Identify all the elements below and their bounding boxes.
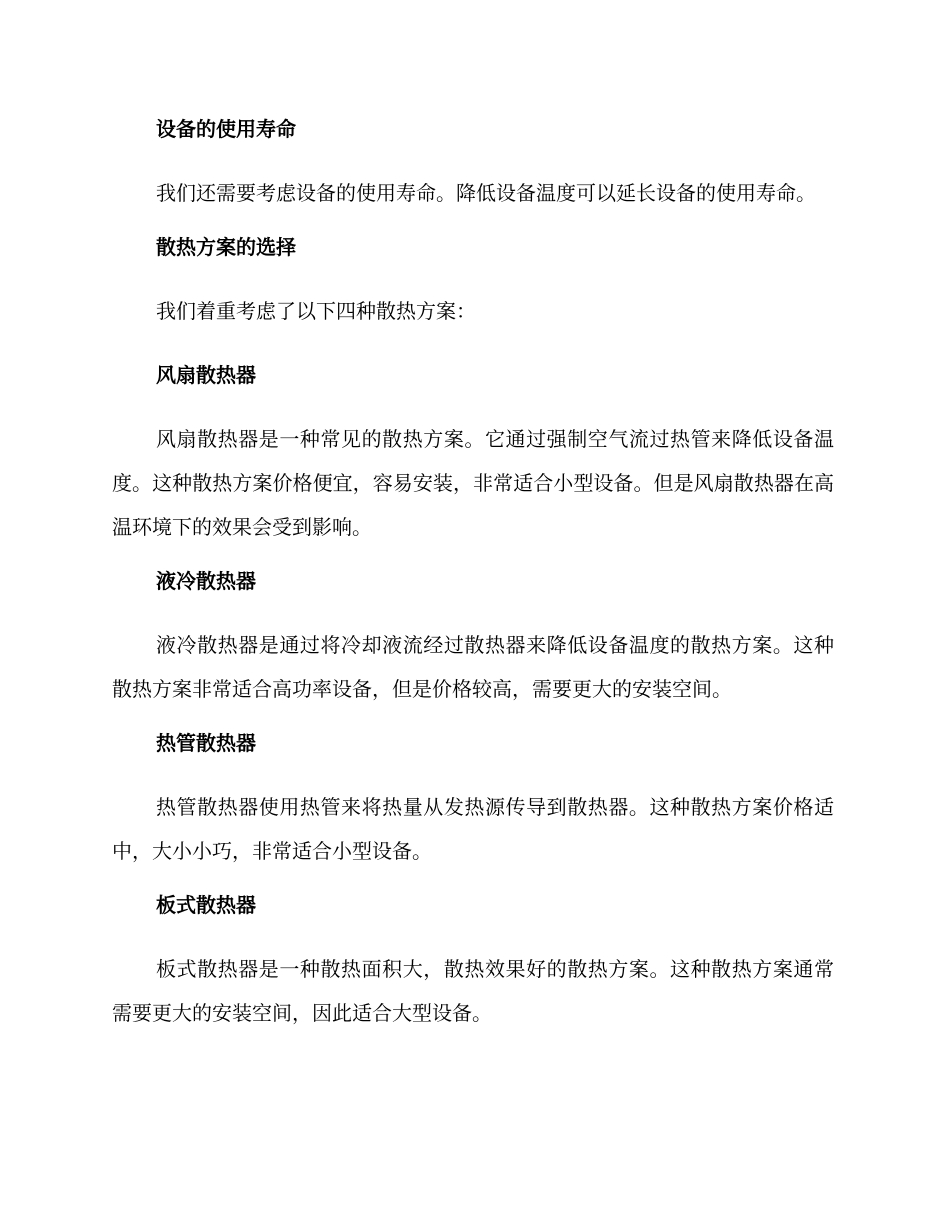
document-page (112, 112, 834, 1050)
section-paragraph: 我们还需要考虑设备的使用寿命。降低设备温度可以延长设备的使用寿命。 (156, 181, 816, 205)
section-paragraph: 热管散热器使用热管来将热量从发热源传导到散热器。这种散热方案价格适中，大小小巧，非常适合小型设备。 (112, 795, 834, 863)
section-fan-cooler (112, 358, 834, 549)
section-heading: 热管散热器 (156, 731, 256, 755)
section-heatpipe-cooler (112, 726, 834, 873)
section-paragraph: 风扇散热器是一种常见的散热方案。它通过强制空气流过热管来降低设备温度。这种散热方案价格便宜，容易安装，非常适合小型设备。但是风扇散热器在高温环境下的效果会受到影响。 (112, 427, 834, 539)
section-solution-choice (112, 230, 834, 333)
section-heading: 风扇散热器 (156, 363, 256, 387)
section-paragraph: 板式散热器是一种散热面积大，散热效果好的散热方案。这种散热方案通常需要更大的安装空间，因此适合大型设备。 (112, 957, 834, 1025)
section-lifespan (112, 112, 834, 215)
section-paragraph: 液冷散热器是通过将冷却液流经过散热器来降低设备温度的散热方案。这种散热方案非常适合高功率设备，但是价格较高，需要更大的安装空间。 (112, 633, 834, 701)
section-paragraph: 我们着重考虑了以下四种散热方案： (156, 299, 476, 323)
section-heading: 散热方案的选择 (156, 235, 296, 259)
section-heading: 设备的使用寿命 (156, 117, 296, 141)
section-plate-cooler (112, 888, 834, 1035)
section-heading: 板式散热器 (156, 893, 256, 917)
section-heading: 液冷散热器 (156, 569, 256, 593)
section-liquid-cooler (112, 564, 834, 711)
